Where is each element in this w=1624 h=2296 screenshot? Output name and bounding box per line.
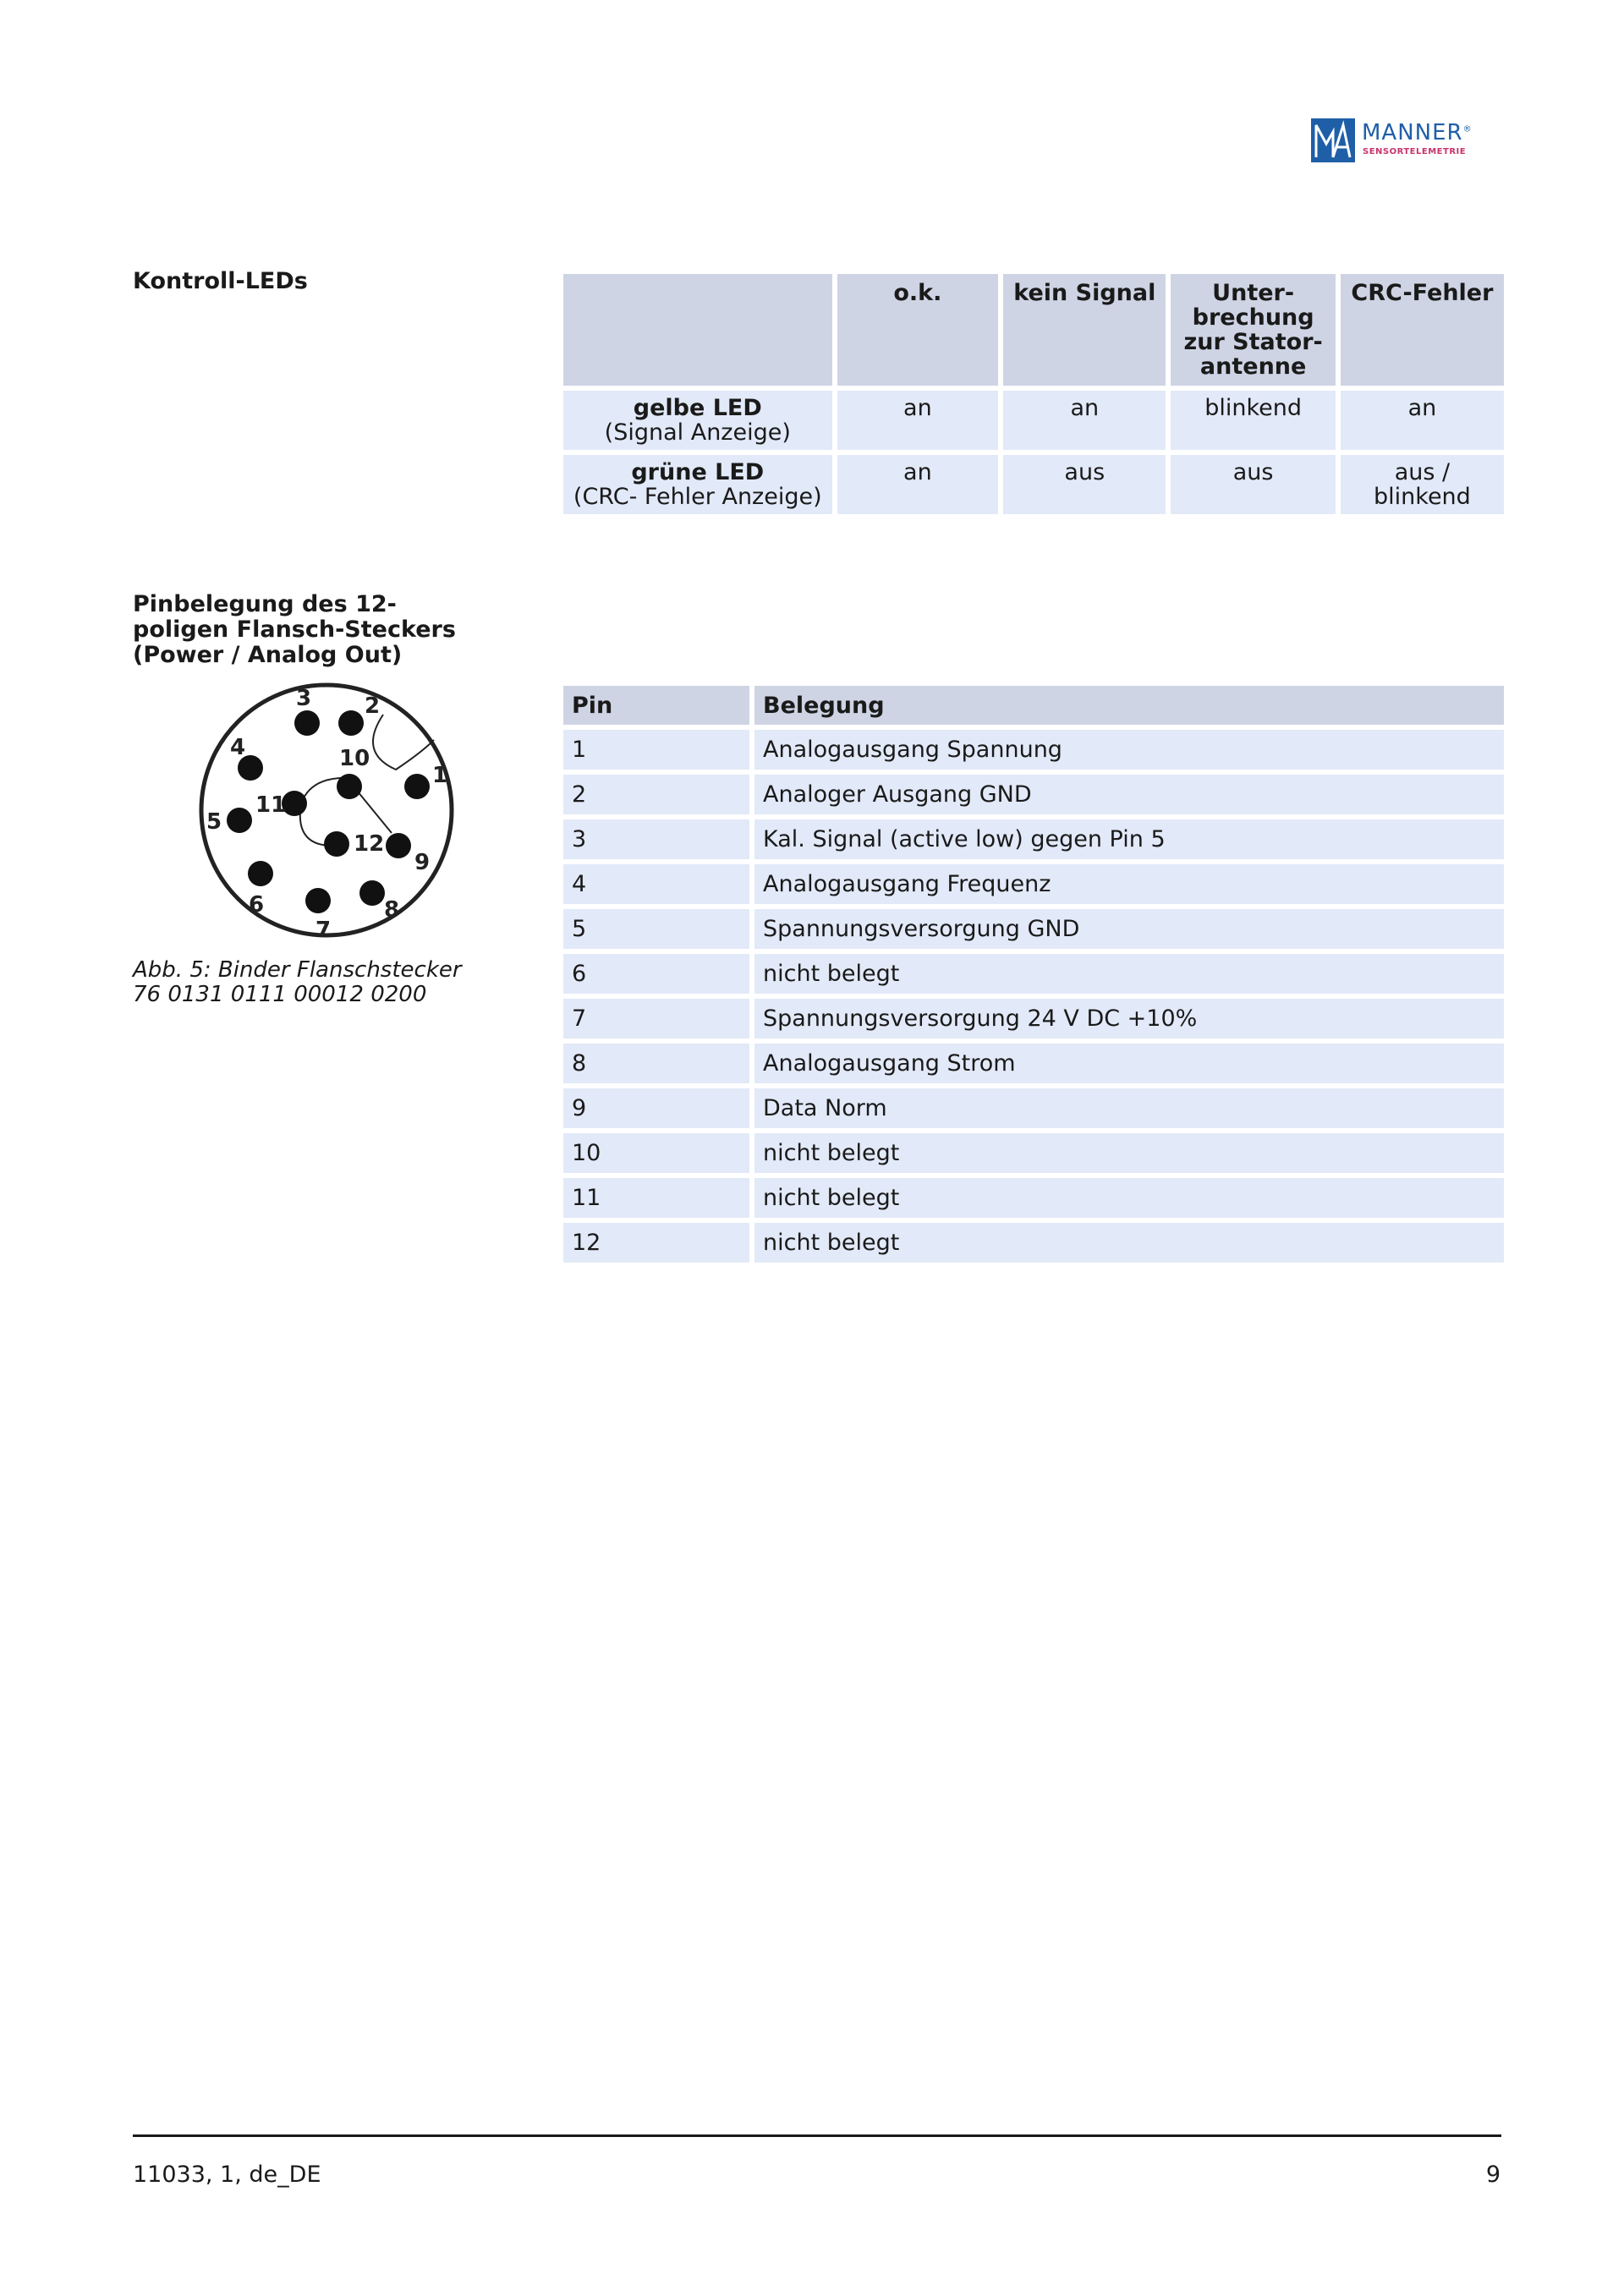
table-row [563, 1088, 1504, 1128]
table-cell: an [837, 455, 999, 514]
pin-label: 2 [365, 693, 381, 719]
table-header-cell: CRC-Fehler [1341, 274, 1504, 386]
table-header-row [563, 686, 1504, 725]
manner-logo-mark [1311, 118, 1355, 162]
pin-assignment-cell: Analogausgang Frequenz [754, 864, 1504, 904]
pin-label: 9 [414, 850, 431, 875]
pin-assignment-cell: nicht belegt [754, 1223, 1504, 1263]
table-row [563, 1223, 1504, 1263]
pin-assignment-cell: Analoger Ausgang GND [754, 775, 1504, 814]
caption-line: 76 0131 0111 00012 0200 [133, 982, 427, 1007]
table-header-cell: Pin [563, 686, 749, 725]
connector-key [373, 715, 434, 770]
pin-label: 7 [315, 918, 332, 943]
table-cell: an [1341, 391, 1504, 450]
pin-table-body [563, 730, 1504, 1263]
pin-number-cell: 7 [563, 999, 749, 1038]
table-row [563, 1044, 1504, 1083]
pin-number-cell: 9 [563, 1088, 749, 1128]
led-section-title: Kontroll-LEDs [133, 268, 308, 294]
manner-logo-name: MANNER® [1362, 120, 1473, 145]
pin-number-cell: 1 [563, 730, 749, 770]
pin-assignment-cell: Analogausgang Strom [754, 1044, 1504, 1083]
pin-label: 3 [296, 686, 312, 711]
pin-5 [227, 808, 252, 833]
table-row [563, 954, 1504, 994]
table-row [563, 819, 1504, 859]
pin-assignment-cell: Analogausgang Spannung [754, 730, 1504, 770]
pin-label: 12 [354, 831, 385, 857]
table-header-cell [563, 274, 832, 386]
pin-number-cell: 6 [563, 954, 749, 994]
footer-divider [133, 2134, 1501, 2137]
table-row [563, 909, 1504, 949]
pin-label: 5 [206, 809, 222, 835]
pin-label: 11 [255, 792, 287, 818]
row-header-cell [563, 455, 832, 514]
pin-7 [305, 888, 331, 913]
connector-diagram-svg [193, 677, 464, 947]
pin-number-cell: 2 [563, 775, 749, 814]
table-header-row [563, 274, 1504, 386]
connector-pin-diagram [193, 677, 464, 947]
pin-section-title: Pinbelegung des 12-poligen Flansch-Steckers (Power / Analog Out) [133, 591, 456, 668]
pin-label: 8 [384, 897, 400, 923]
table-header-cell: Belegung [754, 686, 1504, 725]
pin-assignment-cell: nicht belegt [754, 954, 1504, 994]
row-label: grüne LED [631, 459, 765, 485]
caption-line: Abb. 5: Binder Flanschstecker [133, 957, 462, 983]
row-header-cell [563, 391, 832, 450]
pin-9 [386, 833, 411, 858]
table-cell: aus [1171, 455, 1335, 514]
table-row [563, 1133, 1504, 1173]
pin-assignment-cell: nicht belegt [754, 1133, 1504, 1173]
pin-number-cell: 3 [563, 819, 749, 859]
pin-assignment-cell: nicht belegt [754, 1178, 1504, 1218]
pin-assignment-cell: Spannungsversorgung GND [754, 909, 1504, 949]
pin-label: 10 [339, 746, 370, 771]
pin-1 [404, 774, 430, 799]
pin-6 [248, 861, 273, 886]
pin-assignment-cell: Spannungsversorgung 24 V DC +10% [754, 999, 1504, 1038]
table-header-cell: Unter-brechung zur Stator-antenne [1171, 274, 1335, 386]
table-row [563, 775, 1504, 814]
table-row [563, 455, 1504, 514]
table-row [563, 999, 1504, 1038]
table-cell: blinkend [1171, 391, 1335, 450]
pin-12 [324, 831, 349, 857]
table-cell: aus [1003, 455, 1166, 514]
led-status-table [558, 269, 1509, 519]
table-header-cell: kein Signal [1003, 274, 1166, 386]
pin-label: 1 [432, 763, 448, 788]
pin-number-cell: 10 [563, 1133, 749, 1173]
pin-number-cell: 11 [563, 1178, 749, 1218]
row-sublabel: (CRC- Fehler Anzeige) [573, 484, 822, 510]
pin-assignment-cell: Kal. Signal (active low) gegen Pin 5 [754, 819, 1504, 859]
figure-caption [133, 958, 462, 1007]
table-cell: an [1003, 391, 1166, 450]
row-label: gelbe LED [633, 395, 762, 421]
manner-logo-subtitle: SENSORTELEMETRIE [1363, 147, 1467, 156]
row-sublabel: (Signal Anzeige) [604, 419, 791, 446]
pin-3 [294, 710, 320, 736]
pin-label: 6 [249, 892, 265, 918]
pin-number-cell: 5 [563, 909, 749, 949]
pin-assignment-table [558, 681, 1509, 1268]
pin-label: 4 [230, 735, 246, 760]
table-row [563, 391, 1504, 450]
manner-logo [1311, 117, 1489, 166]
table-cell: aus / blinkend [1341, 455, 1504, 514]
pin-number-cell: 8 [563, 1044, 749, 1083]
table-header-cell: o.k. [837, 274, 999, 386]
pin-10 [337, 774, 362, 799]
pin-number-cell: 12 [563, 1223, 749, 1263]
pin-assignment-cell: Data Norm [754, 1088, 1504, 1128]
table-cell: an [837, 391, 999, 450]
pin-8 [359, 880, 385, 906]
document-id: 11033, 1, de_DE [133, 2162, 321, 2188]
pin-number-cell: 4 [563, 864, 749, 904]
pin-2 [338, 710, 364, 736]
table-row [563, 1178, 1504, 1218]
table-row [563, 730, 1504, 770]
table-row [563, 864, 1504, 904]
page-number: 9 [1485, 2162, 1501, 2188]
